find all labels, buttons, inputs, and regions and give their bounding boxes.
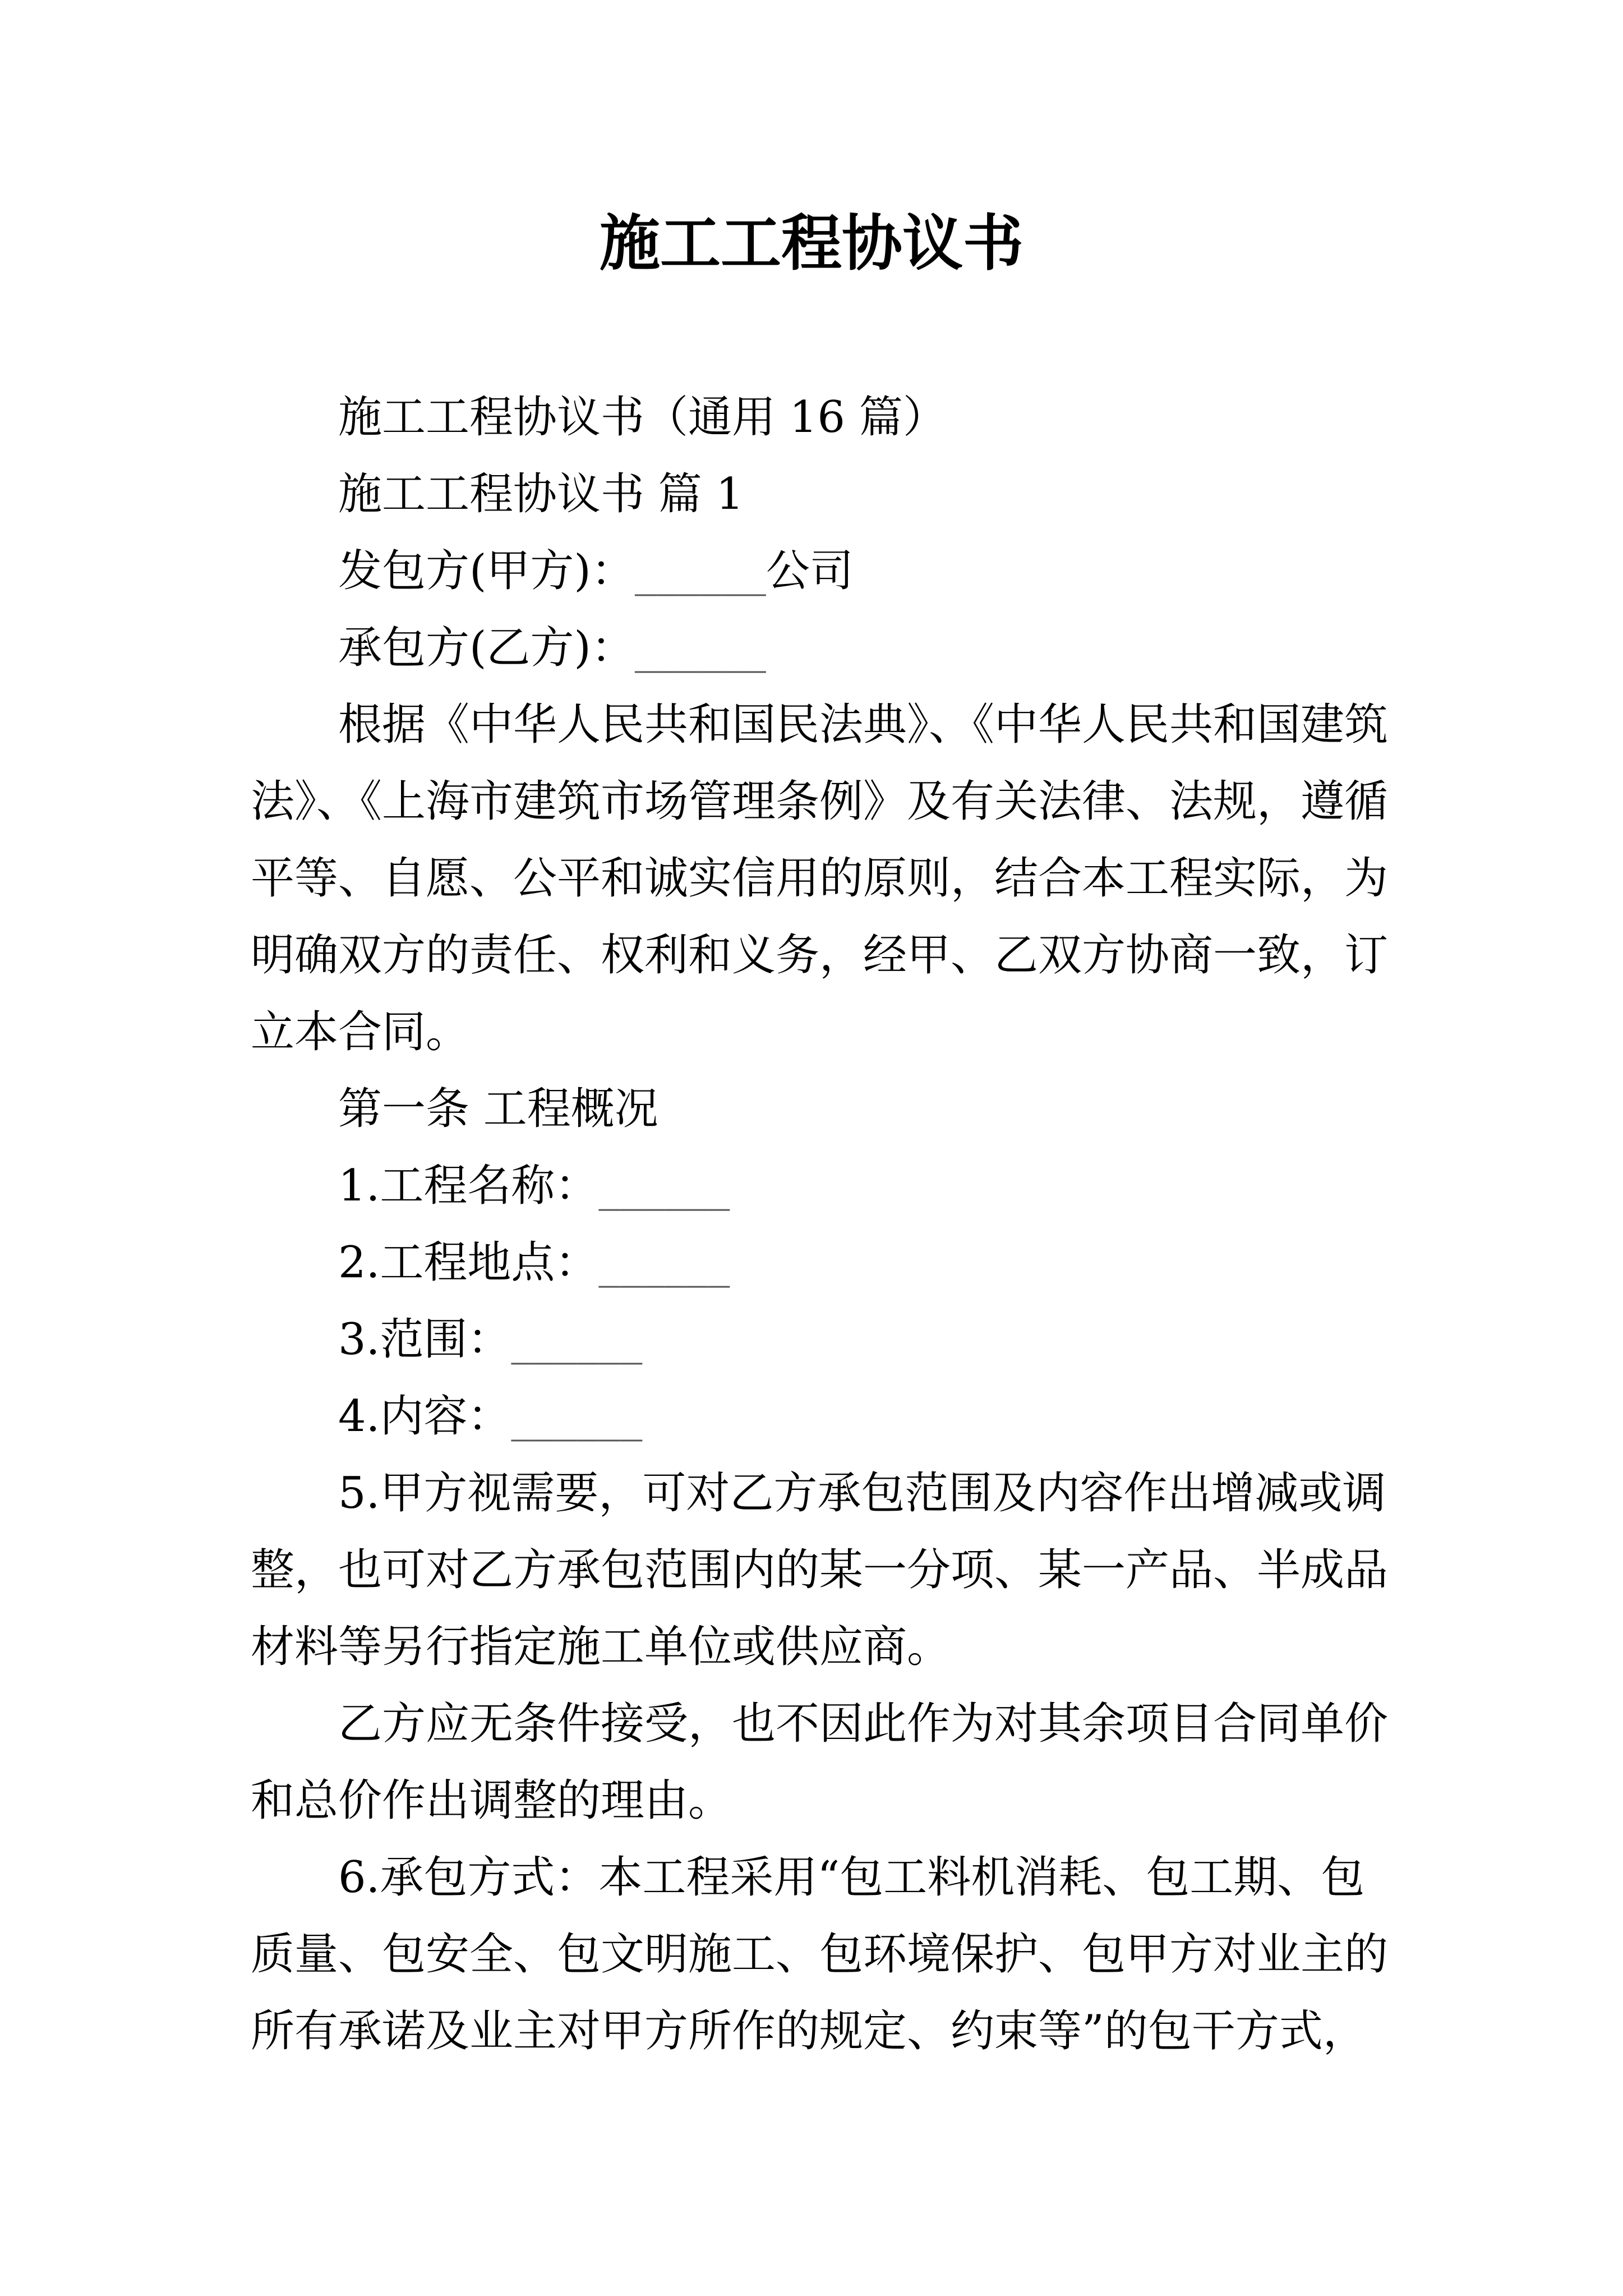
item-label: 4.内容： [338,1391,511,1442]
preamble-line: 根据《中华人民共和国民法典》、《中华人民共和国建筑 [338,700,1389,750]
party-employer-line [251,533,1484,610]
item-blank: ______ [511,1314,643,1365]
document-body [251,379,1484,2070]
item-5-note-line: 和总价作出调整的理由。 [251,1775,732,1826]
item-label: 3.范围： [338,1314,511,1365]
preamble-line: 法》、《上海市建筑市场管理条例》及有关法律、法规，遵循 [251,776,1389,827]
item-6-line: 6.承包方式：本工程采用“包工料机消耗、包工期、包 [338,1852,1365,1903]
party-employer-suffix: 公司 [766,546,854,596]
item-label: 2.工程地点： [338,1237,599,1288]
article-item-project-location [251,1225,1484,1301]
item-5-line: 材料等另行指定施工单位或供应商。 [251,1622,951,1672]
document-title: 施工工程协议书 [599,208,1023,279]
section-heading: 施工工程协议书 篇 1 [338,469,744,519]
party-contractor-line [251,610,1484,687]
item-blank: ______ [511,1391,643,1442]
item-6-line: 质量、包安全、包文明施工、包环境保护、包甲方对业主的 [251,1929,1389,1980]
item-5-line: 5.甲方视需要，可对乙方承包范围及内容作出增减或调 [338,1468,1386,1519]
item-5-note-line: 乙方应无条件接受，也不因此作为对其余项目合同单价 [338,1699,1389,1749]
item-6-line: 所有承诺及业主对甲方所作的规定、约束等”的包干方式， [251,2006,1367,2056]
item-5-line: 整，也可对乙方承包范围内的某一分项、某一产品、半成品 [251,1545,1389,1595]
article-item-project-name [251,1148,1484,1225]
document-subtitle: 施工工程协议书（通用 16 篇） [338,392,947,443]
item-blank: ______ [598,1237,730,1288]
article-item-scope [251,1301,1484,1378]
article-item-content [251,1378,1484,1455]
item-label: 1.工程名称： [338,1161,599,1211]
preamble-line: 平等、自愿、公平和诚实信用的原则，结合本工程实际，为 [251,853,1389,904]
preamble-line: 立本合同。 [251,1007,470,1057]
item-blank: ______ [598,1161,730,1211]
preamble-line: 明确双方的责任、权利和义务，经甲、乙双方协商一致，订 [251,930,1389,981]
party-contractor-label: 承包方(乙方)： [338,623,635,673]
party-employer-label: 发包方(甲方)： [338,546,635,596]
party-employer-blank: ______ [634,546,766,596]
party-contractor-blank: ______ [634,623,766,673]
article-heading: 第一条 工程概况 [338,1084,658,1134]
